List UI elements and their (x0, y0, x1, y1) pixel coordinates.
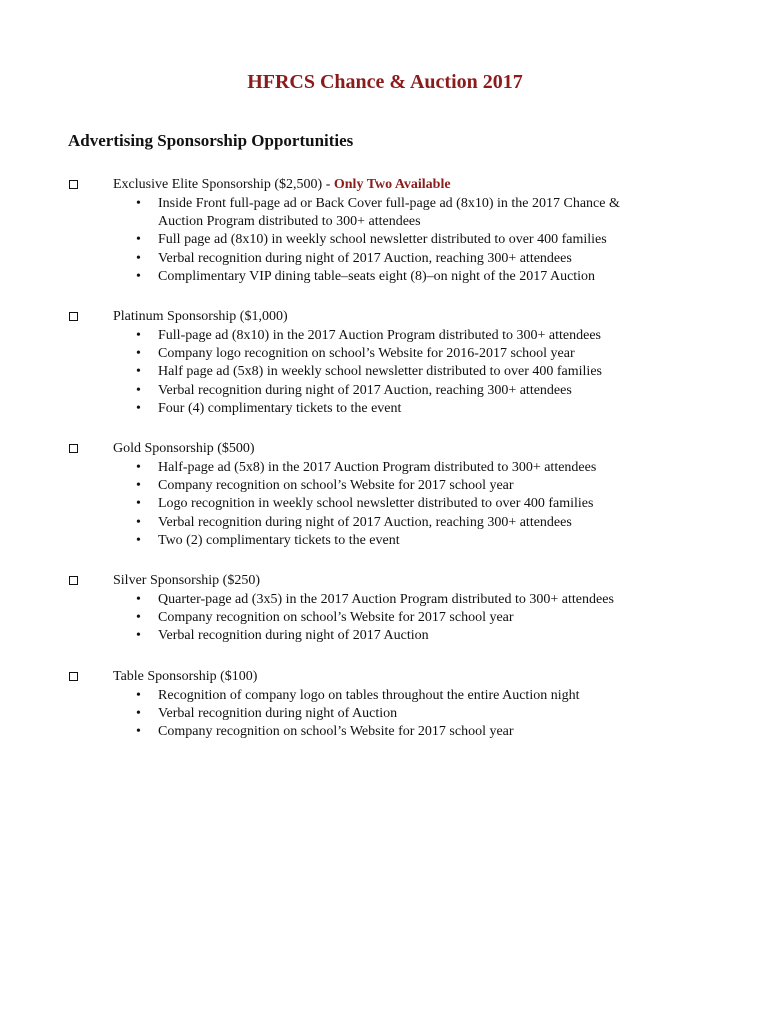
availability-note: Only Two Available (333, 177, 451, 192)
tier-name: Gold Sponsorship ($500) (113, 441, 255, 457)
benefit-item: • Company logo recognition on school’s Website for 2016-2017 school year (0, 345, 770, 363)
tier-name: Exclusive Elite Sponsorship ($2,500) (113, 177, 323, 192)
tier-platinum (0, 307, 770, 418)
tier-table (0, 667, 770, 742)
tier-separator: - (322, 177, 334, 192)
benefit-list (0, 687, 770, 742)
page-title: HFRCS Chance & Auction 2017 (247, 71, 523, 93)
benefit-item: • Verbal recognition during night of 2017 Auction, reaching 300+ attendees (0, 514, 770, 532)
benefit-item: • Recognition of company logo on tables throughout the entire Auction night (0, 687, 770, 705)
section-heading: Advertising Sponsorship Opportunities (68, 131, 354, 150)
benefit-item: • Logo recognition in weekly school newsletter distributed to over 400 families (0, 495, 770, 513)
tier-name: Platinum Sponsorship ($1,000) (113, 309, 288, 325)
benefit-list (0, 327, 770, 418)
tier-header (0, 667, 770, 687)
benefit-item: • Inside Front full-page ad or Back Cover full-page ad (8x10) in the 2017 Chance & Auction Program distributed to 300+ attendees (0, 195, 770, 231)
tier-header (0, 439, 770, 459)
tier-header (0, 175, 770, 195)
tier-label (113, 175, 451, 195)
benefit-item: • Half-page ad (5x8) in the 2017 Auction Program distributed to 300+ attendees (0, 459, 770, 477)
benefit-item: • Complimentary VIP dining table–seats eight (8)–on night of the 2017 Auction (0, 268, 770, 286)
benefit-item: • Four (4) complimentary tickets to the event (0, 400, 770, 418)
tier-checkbox-exclusive-elite[interactable] (69, 180, 78, 189)
benefit-item: • Company recognition on school’s Website for 2017 school year (0, 477, 770, 495)
benefit-item: • Verbal recognition during night of 2017 Auction, reaching 300+ attendees (0, 382, 770, 400)
tier-name: Silver Sponsorship ($250) (113, 573, 260, 589)
benefit-item: • Full page ad (8x10) in weekly school newsletter distributed to over 400 families (0, 231, 770, 249)
benefit-item: • Company recognition on school’s Website for 2017 school year (0, 609, 770, 627)
tier-gold (0, 439, 770, 550)
tier-name: Table Sponsorship ($100) (113, 668, 258, 684)
benefit-list (0, 195, 770, 286)
benefit-list (0, 459, 770, 550)
tier-checkbox-gold[interactable] (69, 444, 78, 453)
tier-header (0, 571, 770, 591)
benefit-list (0, 591, 770, 646)
tier-exclusive-elite (0, 175, 770, 286)
benefit-item: • Quarter-page ad (3x5) in the 2017 Auction Program distributed to 300+ attendees (0, 591, 770, 609)
tier-checkbox-platinum[interactable] (69, 312, 78, 321)
sponsorship-list (0, 175, 770, 762)
benefit-item: • Verbal recognition during night of 2017 Auction (0, 627, 770, 645)
tier-header (0, 307, 770, 327)
tier-silver (0, 571, 770, 646)
benefit-item: • Half page ad (5x8) in weekly school newsletter distributed to over 400 families (0, 363, 770, 381)
tier-checkbox-table[interactable] (69, 672, 78, 681)
benefit-item: • Company recognition on school’s Website for 2017 school year (0, 723, 770, 741)
benefit-item: • Full-page ad (8x10) in the 2017 Auction Program distributed to 300+ attendees (0, 327, 770, 345)
benefit-item: • Two (2) complimentary tickets to the event (0, 532, 770, 550)
tier-checkbox-silver[interactable] (69, 576, 78, 585)
benefit-item: • Verbal recognition during night of 2017 Auction, reaching 300+ attendees (0, 250, 770, 268)
benefit-item: • Verbal recognition during night of Auction (0, 705, 770, 723)
